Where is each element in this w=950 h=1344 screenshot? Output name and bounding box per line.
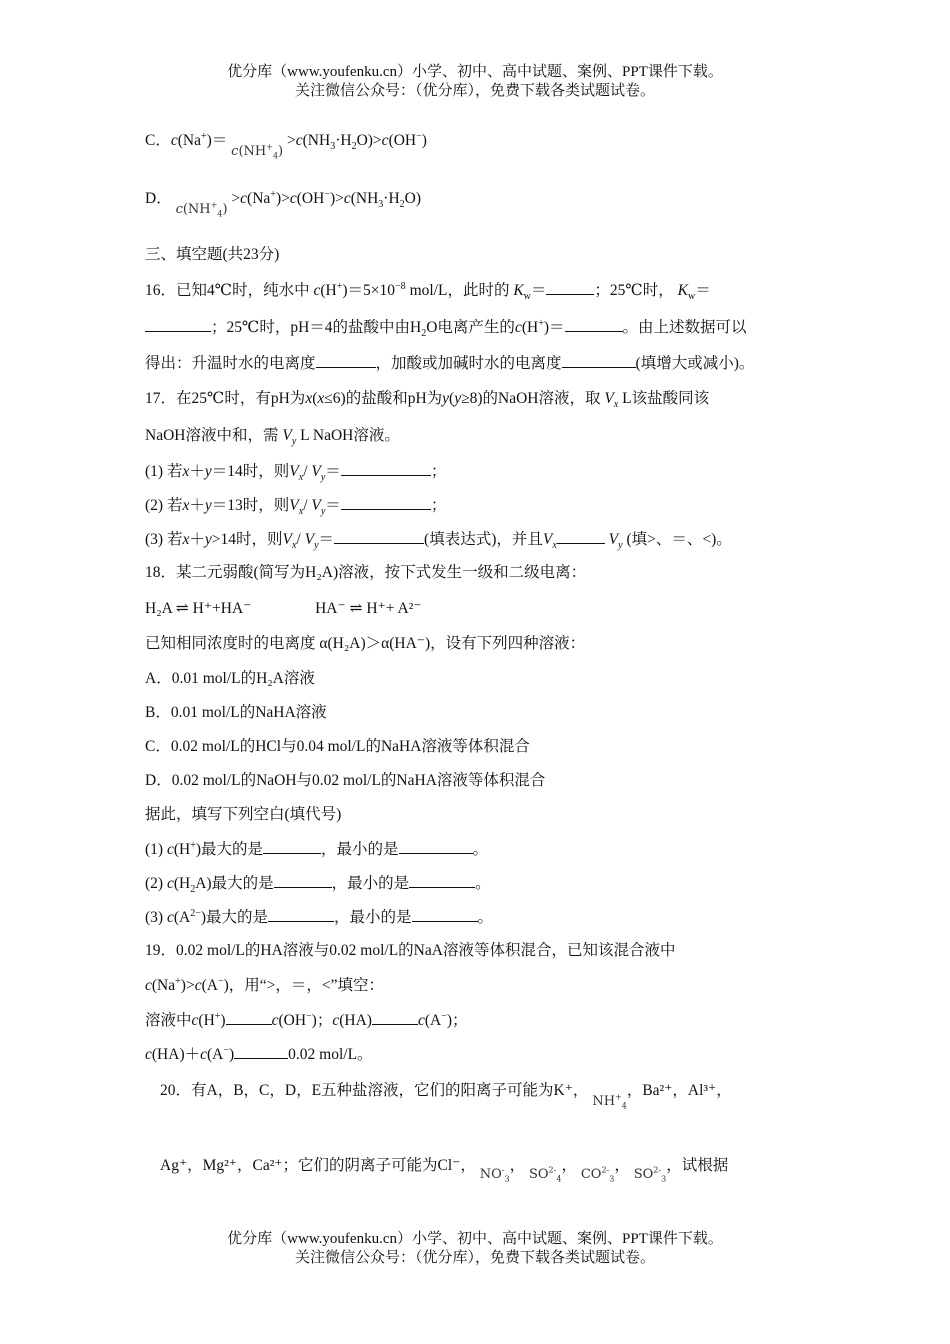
nh4-formula: $c(NH^+_4)$: [231, 142, 284, 161]
q19-line-3: 溶液中c(H+) c(OH−)；c(HA) c(A−)；: [145, 1010, 468, 1029]
section-title: 三、填空题(共23分): [145, 246, 280, 263]
q18-instruction: 据此，填写下列空白(填代号): [145, 806, 342, 823]
no3-ion: $NO^-_3$: [479, 1165, 510, 1184]
q19-line-4: c(HA)＋c(A−) 0.02 mol/L。: [145, 1044, 373, 1063]
footer-line-2: 关注微信公众号：（优分库），免费下载各类试题试卷。: [294, 1250, 655, 1266]
q16-line-3: 得出：升温时水的电离度 ，加酸或加碱时水的电离度 (填增大或减小)。: [145, 355, 755, 372]
q20-line-2: Ag⁺，Mg²⁺，Ca²⁺；它们的阴离子可能为Cl⁻， $NO^-_3$， $SO^{2-}_4$， $CO^{2-}_3$， $SO^{2-}_3$，试根据: [160, 1157, 729, 1184]
q17-part-1: (1) 若x＋y＝14时，则$V_x/$ $V_y=$ ；: [145, 463, 447, 484]
q17-part-2: (2) 若x＋y＝13时，则$V_x/$ $V_y=$ ；: [145, 497, 447, 518]
q18-equations: [145, 599, 422, 619]
q16-line-1: 16．已知4℃时，纯水中 $c(H^+)=5\times 10^{-8}$ mol/L，此时的 $K_w=$ ；25℃时， $K_w=$: [145, 280, 711, 303]
option-c: C．$c(Na^+)= c(NH^+_4) >c(NH_3\cdot H_2O)>c(OH^-)$: [145, 130, 427, 161]
q19-line-2: c(Na+)>c(A−)，用“>，＝，<”填空：: [145, 975, 384, 994]
q19-line-1: 19．0.02 mol/L的HA溶液与0.02 mol/L的NaA溶液等体积混合，已知该混合液中: [145, 942, 676, 959]
q18-known: 已知相同浓度时的电离度 α(H₂A)＞α(HA⁻)，设有下列四种溶液：: [145, 635, 586, 652]
header-line-1: 优分库（www.youfenku.cn）小学、初中、高中试题、案例、PPT课件下载。: [227, 64, 723, 80]
q16-line-2: ；25℃时，pH＝4的盐酸中由$H_2O$电离产生的c(H+)＝ 。由上述数据可以: [145, 317, 747, 338]
footer-line-1: 优分库（www.youfenku.cn）小学、初中、高中试题、案例、PPT课件下载。: [227, 1231, 723, 1247]
q18-intro: 18．某二元弱酸(简写为H₂A)溶液，按下式发生一级和二级电离：: [145, 564, 587, 581]
q18-option-c: C．0.02 mol/L的HCl与0.04 mol/L的NaHA溶液等体积混合: [145, 738, 530, 755]
so3-ion: $SO^{2-}_3$: [633, 1165, 667, 1184]
header-line-2: 关注微信公众号：（优分库），免费下载各类试题试卷。: [294, 83, 655, 99]
q17-part-3: (3) 若x＋y>14时，则$V_x/$ $V_y=$ (填表达式)，并且$V_x$ $V_y$ (填>、＝、<)。: [145, 531, 732, 552]
q20-line-1: 20．有A，B，C，D，E五种盐溶液，它们的阳离子可能为K⁺， $NH^+_4$，Ba²⁺，Al³⁺，: [160, 1082, 732, 1111]
option-c-label: C．: [145, 132, 171, 149]
co3-ion: $CO^{2-}_3$: [580, 1165, 615, 1184]
q18-part-1: (1) c(H+)最大的是 ，最小的是 。: [145, 839, 489, 858]
equation-1: H₂A ⇌ H⁺+HA⁻: [145, 600, 252, 617]
q17-line-2: NaOH溶液中和，需 $V_y$ L NaOH溶液。: [145, 427, 400, 448]
q17-line-1: 17．在25℃时，有pH为x(x≤6)的盐酸和pH为y(y≥8)的NaOH溶液，取 $V_x$ L该盐酸同该: [145, 390, 710, 411]
q18-option-b: B．0.01 mol/L的NaHA溶液: [145, 704, 327, 721]
q18-option-d: D．0.02 mol/L的NaOH与0.02 mol/L的NaHA溶液等体积混合: [145, 772, 546, 789]
option-d: D． $c(NH^+_4) >c(Na^+)>c(OH^-)>c(NH_3\cdot H_2O)$: [145, 188, 422, 219]
nh4-ion: $NH^+_4$: [592, 1092, 627, 1111]
option-d-label: D．: [145, 190, 172, 207]
q18-part-2: (2) $c(H_2A)$最大的是 ，最小的是 。: [145, 875, 491, 896]
q18-part-3: (3) $c(A^{2-})$最大的是 ，最小的是 。: [145, 907, 494, 926]
nh4-formula: $c(NH^+_4)$: [175, 200, 228, 219]
q18-option-a: A．0.01 mol/L的H₂A溶液: [145, 670, 315, 687]
equation-2: HA⁻ ⇌ H⁺+ A²⁻: [315, 600, 422, 617]
so4-ion: $SO^{2-}_4$: [528, 1165, 562, 1184]
